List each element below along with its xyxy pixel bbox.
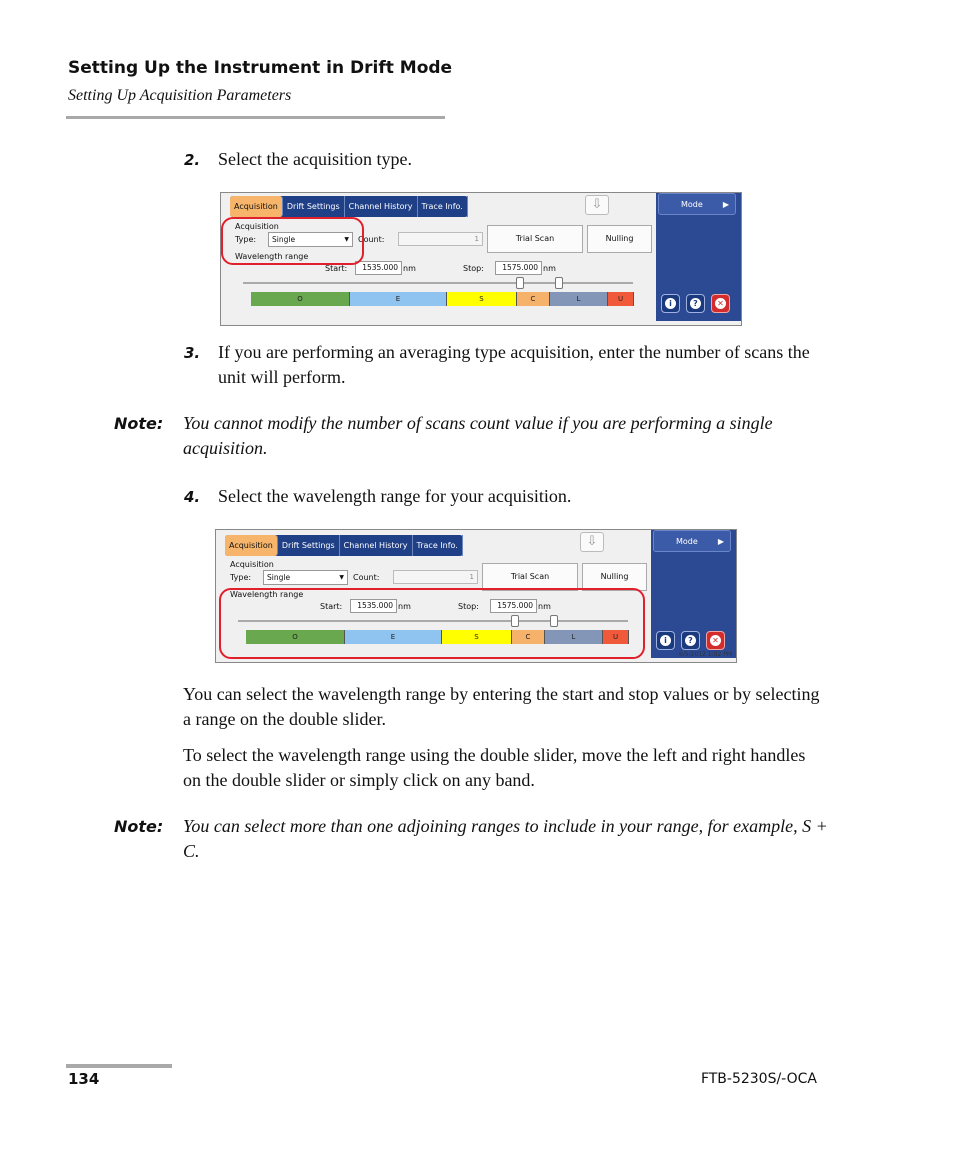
tab-bar	[230, 196, 468, 217]
band-s[interactable]: S	[447, 292, 517, 306]
play-icon: ▶	[722, 200, 729, 209]
type-select[interactable]	[263, 570, 348, 585]
start-input[interactable]: 1535.000	[350, 599, 397, 613]
count-label: Count:	[358, 235, 385, 244]
note-text: You cannot modify the number of scans count value if you are performing a single acquisition.	[183, 413, 773, 458]
trial-scan-button[interactable]: Trial Scan	[487, 225, 583, 253]
help-icon[interactable]: ?	[681, 631, 700, 650]
mode-button[interactable]	[653, 530, 731, 552]
start-unit: nm	[398, 602, 411, 611]
band-l[interactable]: L	[545, 630, 603, 644]
trial-scan-button[interactable]: Trial Scan	[482, 563, 578, 591]
stop-unit: nm	[543, 264, 556, 273]
step-text: Select the acquisition type.	[218, 149, 412, 169]
type-value: Single	[267, 573, 291, 582]
tab-acquisition[interactable]: Acquisition	[225, 535, 278, 556]
count-label: Count:	[353, 573, 380, 582]
tab-drift-settings[interactable]: Drift Settings	[278, 535, 340, 556]
band-o[interactable]: O	[251, 292, 350, 306]
body-paragraph: You can select the wavelength range by entering the start and stop values or by selecting a range on the double slider.	[183, 684, 820, 729]
wavelength-group-label: Wavelength range	[235, 252, 309, 261]
nulling-button[interactable]: Nulling	[582, 563, 647, 591]
info-icon[interactable]: i	[661, 294, 680, 313]
band-e[interactable]: E	[345, 630, 442, 644]
count-input[interactable]: 1	[398, 232, 483, 246]
step-number: 3.	[184, 344, 201, 362]
slider-track[interactable]	[243, 282, 633, 284]
band-e[interactable]: E	[350, 292, 447, 306]
type-value: Single	[272, 235, 296, 244]
close-icon[interactable]: ✕	[711, 294, 730, 313]
tab-drift-settings[interactable]: Drift Settings	[283, 196, 345, 217]
band-c[interactable]: C	[512, 630, 545, 644]
side-panel	[656, 193, 741, 321]
slider-left-handle[interactable]	[516, 277, 524, 289]
section-title: Setting Up the Instrument in Drift Mode	[68, 58, 453, 78]
tab-bar	[225, 535, 463, 556]
note-label: Note:	[114, 817, 164, 836]
header-rule	[66, 116, 445, 119]
stop-input[interactable]: 1575.000	[490, 599, 537, 613]
band-s[interactable]: S	[442, 630, 512, 644]
help-icon[interactable]: ?	[686, 294, 705, 313]
down-arrow-icon[interactable]: ⇩	[580, 532, 604, 552]
band-c[interactable]: C	[517, 292, 550, 306]
step-number: 2.	[184, 151, 201, 169]
band-u[interactable]: U	[603, 630, 629, 644]
section-subtitle: Setting Up Acquisition Parameters	[68, 87, 292, 104]
band-l[interactable]: L	[550, 292, 608, 306]
start-label: Start:	[325, 264, 348, 273]
down-arrow-icon[interactable]: ⇩	[585, 195, 609, 215]
stop-unit: nm	[538, 602, 551, 611]
mode-label: Mode	[681, 200, 703, 209]
note-text: You can select more than one adjoining ranges to include in your range, for example, S + C.	[183, 816, 828, 861]
mode-button[interactable]	[658, 193, 736, 215]
tab-acquisition[interactable]: Acquisition	[230, 196, 283, 217]
tab-channel-history[interactable]: Channel History	[340, 535, 413, 556]
info-icon[interactable]: i	[656, 631, 675, 650]
body-paragraph: To select the wavelength range using the double slider, move the left and right handles on the double slider or simply click on any band.	[183, 745, 806, 790]
page-number: 134	[68, 1070, 100, 1088]
stop-label: Stop:	[458, 602, 479, 611]
tab-trace-info[interactable]: Trace Info.	[413, 535, 463, 556]
play-icon: ▶	[717, 537, 724, 546]
side-panel	[651, 530, 736, 658]
acquisition-group-label: Acquisition	[235, 222, 279, 231]
chevron-down-icon: ▼	[339, 574, 344, 581]
start-unit: nm	[403, 264, 416, 273]
band-u[interactable]: U	[608, 292, 634, 306]
type-label: Type:	[230, 573, 252, 582]
note-label: Note:	[114, 414, 164, 433]
tab-trace-info[interactable]: Trace Info.	[418, 196, 468, 217]
close-icon[interactable]: ✕	[706, 631, 725, 650]
band-o[interactable]: O	[246, 630, 345, 644]
slider-right-handle[interactable]	[555, 277, 563, 289]
band-bar	[251, 292, 634, 306]
stop-label: Stop:	[463, 264, 484, 273]
stop-input[interactable]: 1575.000	[495, 261, 542, 275]
step-text: Select the wavelength range for your acquisition.	[218, 486, 572, 506]
highlight-circle	[219, 588, 645, 659]
chevron-down-icon: ▼	[344, 236, 349, 243]
product-name: FTB-5230S/-OCA	[700, 1071, 817, 1087]
step-number: 4.	[184, 488, 201, 506]
count-input[interactable]: 1	[393, 570, 478, 584]
type-label: Type:	[235, 235, 257, 244]
start-input[interactable]: 1535.000	[355, 261, 402, 275]
mode-label: Mode	[676, 537, 698, 546]
status-timestamp: 6/5/2012 1:02 PM	[678, 651, 732, 658]
tab-channel-history[interactable]: Channel History	[345, 196, 418, 217]
wavelength-group-label: Wavelength range	[230, 590, 304, 599]
highlight-circle	[221, 217, 364, 265]
step-text: If you are performing an averaging type acquisition, enter the number of scans the unit will perform.	[218, 342, 810, 387]
footer-rule	[66, 1064, 172, 1068]
start-label: Start:	[320, 602, 343, 611]
nulling-button[interactable]: Nulling	[587, 225, 652, 253]
acquisition-group-label: Acquisition	[230, 560, 274, 569]
